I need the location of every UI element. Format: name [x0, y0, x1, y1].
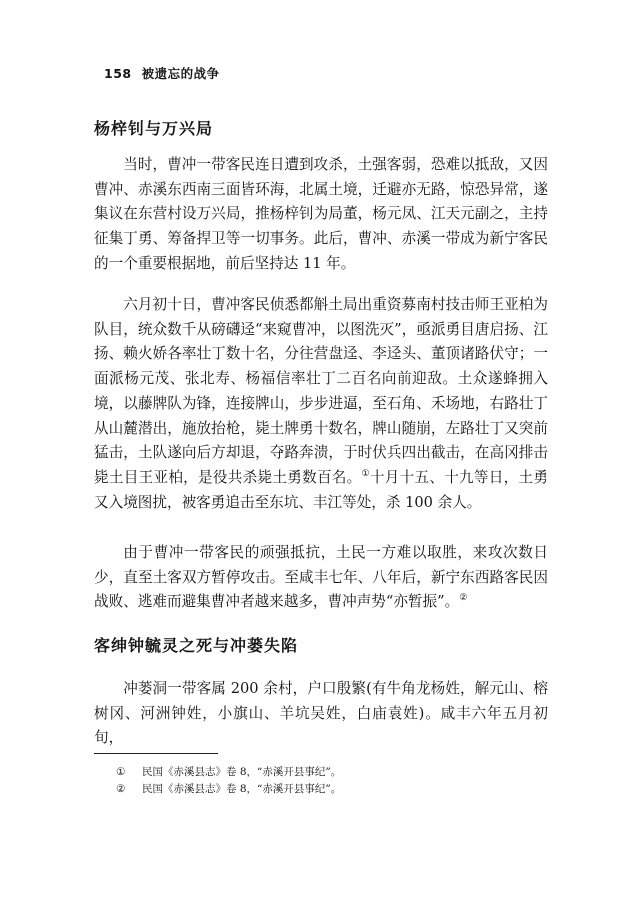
section-heading-2: 客绅钟毓灵之死与冲蒌失陷 — [94, 636, 299, 655]
footnote-1-text: 民国《赤溪县志》卷 8，“赤溪开县事纪”。 — [142, 766, 342, 778]
book-title: 被遗忘的战争 — [141, 66, 220, 81]
footnote-1 — [116, 765, 341, 779]
running-header — [104, 64, 220, 82]
page-number: 158 — [104, 66, 132, 81]
footnote-divider — [94, 753, 218, 754]
paragraph-2-text: 六月初十日，曹冲客民侦悉都斛土局出重资募南村技击师王亚柏为队目，统众数千从磅礴迳“来窥曹冲，以图洗灭”，亟派勇目唐启扬、江扬、赖火娇各率壮丁数十名，分往营盘迳、李迳头、董顶诸路伏守；一面派杨元茂、张北寿、杨福信率壮丁二百名向前迎敌。土众遂蜂拥入境，以藤牌队为锋，连接牌山，步步进逼，至石角、禾场地，右路壮丁从山麓潜出，施放抬枪，毙土牌勇十数名，牌山随崩，左路壮丁又突前猛击，土队遂向后方却退，夺路奔溃，于时伏兵四出截击，在高冈排击毙土目王亚柏，是役共杀毙土勇数百名。 — [94, 296, 548, 486]
paragraph-2-tail: 十月十五、十九等日，土勇又入境图扰，被客勇追击至东坑、丰江等处，杀 100 余人。 — [94, 468, 548, 511]
paragraph-3-text: 由于曹冲一带客民的顽强抵抗，土民一方难以取胜，来攻次数日少，直至土客双方暂停攻击。至咸丰七年、八年后，新宁东西路客民因战败、逃难而避集曹冲者越来越多，曹冲声势“亦暂振”。 — [94, 544, 548, 611]
footnote-2-mark: ② — [116, 783, 126, 795]
paragraph-4: 冲蒌洞一带客属 200 余村，户口殷繁(有牛角龙杨姓，解元山、榕树冈、河洲钟姓，小旗山、羊坑吴姓，白庙袁姓)。咸丰六年五月初旬， — [94, 680, 548, 747]
footnote-1-mark: ① — [116, 766, 126, 778]
section-heading-1: 杨梓钊与万兴局 — [94, 119, 214, 138]
footnote-2 — [116, 782, 341, 796]
footnote-2-text: 民国《赤溪县志》卷 8，“赤溪开县事纪”。 — [142, 783, 342, 795]
footnote-ref-2: ② — [459, 593, 468, 604]
paragraph-3 — [94, 541, 548, 615]
paragraph-2 — [94, 293, 548, 515]
paragraph-1: 当时，曹冲一带客民连日遭到攻杀，土强客弱，恐难以抵敌，又因曹冲、赤溪东西南三面皆环海，北属土境，迁避亦无路，惊恐异常，遂集议在东营村设万兴局，推杨梓钊为局董，杨元凤、江天元副之，主持征集丁勇、筹备捍卫等一切事务。此后，曹冲、赤溪一带成为新宁客民的一个重要根据地，前后坚持达 11 年。 — [94, 156, 548, 272]
footnote-ref-1: ① — [361, 469, 370, 480]
